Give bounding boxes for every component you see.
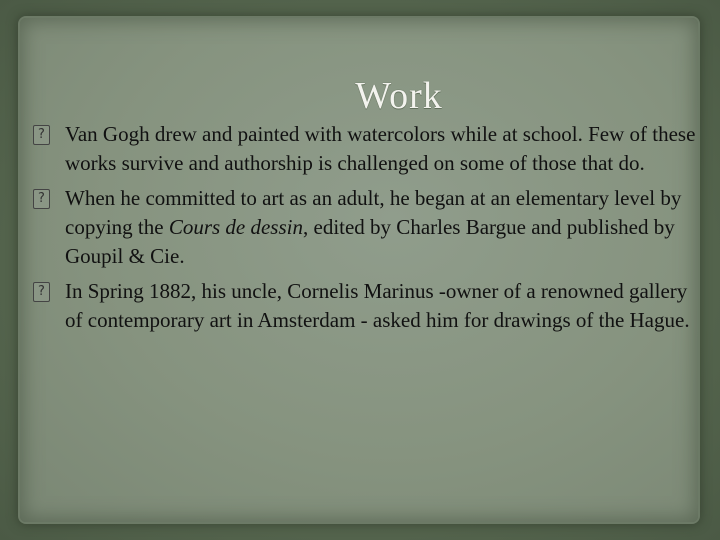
bullet-text: When he committed to art as an adult, he began at an elementary level by copying the (65, 186, 682, 239)
bullet-text: Van Gogh drew and painted with watercolors while at school. Few of these works survive and authorship is challenged on some of those that do. (65, 122, 696, 175)
slide-title: Work (355, 75, 443, 117)
bullet-text: In Spring 1882, his uncle, Cornelis Marinus -owner of a renowned gallery of contemporary art in Amsterdam - asked him for drawings of the Hague. (65, 279, 690, 332)
bullet-item (33, 120, 697, 178)
bullet-list (33, 120, 697, 341)
bullet-box-icon: ? (33, 125, 50, 145)
bullet-box-icon: ? (33, 282, 50, 302)
bullet-box-icon: ? (33, 189, 50, 209)
bullet-text: , edited by Charles Bargue and published by Goupil & Cie. (65, 215, 675, 268)
bullet-text-italic: Cours de dessin (168, 215, 303, 239)
bullet-item (33, 277, 697, 335)
bullet-item (33, 184, 697, 271)
